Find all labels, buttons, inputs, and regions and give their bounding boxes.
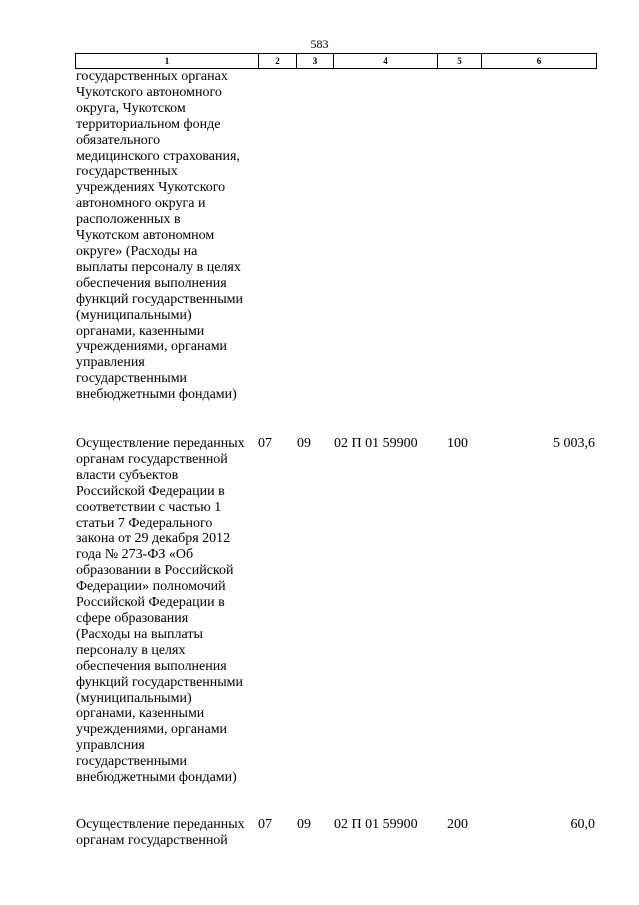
description-line: (муниципальными): [76, 690, 192, 706]
description-line: внебюджетными фондами): [76, 770, 237, 786]
description-line: Российской Федерации в: [76, 483, 225, 499]
description-line: образовании в Российской: [76, 563, 234, 579]
cell-expense-type: 100: [447, 436, 468, 451]
description-line: Осуществление переданных: [76, 436, 245, 451]
description-line: государственными: [76, 754, 188, 770]
description-line: государственных: [76, 164, 178, 180]
description-line: внебюджетными фондами): [76, 387, 237, 403]
description-line: сфере образования: [76, 610, 189, 626]
description-line: статьи 7 Федерального: [76, 515, 213, 531]
cell-target-code: 02 П 01 59900: [334, 436, 418, 451]
column-header-2: 2: [259, 54, 297, 69]
description-line: управлсния: [76, 738, 145, 754]
column-header-4: 4: [334, 54, 438, 69]
description-line: расположенных в: [76, 212, 181, 228]
cell-amount: 5 003,6: [553, 436, 595, 451]
description-line: обеспечения выполнения: [76, 275, 227, 291]
description-line: функций государственными: [76, 674, 244, 690]
cell-amount: 60,0: [570, 817, 595, 832]
page-number: 583: [310, 37, 329, 51]
description-line: власти субъектов: [76, 467, 179, 483]
cell-section: 07: [258, 817, 272, 832]
cell-section: 07: [258, 436, 272, 451]
description-line: закона от 29 декабря 2012: [76, 531, 231, 547]
description-line: (муниципальными): [76, 307, 192, 323]
description-line: учреждениями, органами: [76, 722, 228, 738]
column-header-row: [76, 54, 597, 69]
column-header-3: 3: [297, 54, 334, 69]
description-line: (Расходы на выплаты: [76, 626, 203, 642]
description-line: округе» (Расходы на: [76, 243, 198, 259]
row-description: [76, 817, 266, 849]
description-line: управления: [76, 355, 145, 371]
description-line: государственными: [76, 371, 188, 387]
column-header-1: 1: [76, 54, 259, 69]
row-description: [76, 436, 266, 786]
description-line: выплаты персоналу в целях: [76, 259, 241, 275]
description-line: органами, казенными: [76, 706, 205, 722]
description-line: соответствии с частью 1: [76, 499, 222, 515]
description-line: функций государственными: [76, 291, 244, 307]
description-line: обязательного: [76, 132, 161, 148]
column-header-6: 6: [482, 54, 597, 69]
description-line: Чукотского автономного: [76, 84, 222, 100]
row-description: [76, 69, 266, 403]
cell-expense-type: 200: [447, 817, 468, 832]
description-line: органам государственной: [76, 451, 228, 467]
column-header-5: 5: [438, 54, 482, 69]
description-line: обеспечения выполнения: [76, 658, 227, 674]
description-line: округа, Чукотском: [76, 100, 186, 116]
description-line: Осуществление переданных: [76, 817, 245, 832]
description-line: персоналу в целях: [76, 642, 186, 658]
cell-target-code: 02 П 01 59900: [334, 817, 418, 832]
cell-subsection: 09: [297, 436, 311, 451]
description-line: территориальном фонде: [76, 116, 221, 132]
description-line: медицинского страхования,: [76, 148, 240, 164]
description-line: государственных органах: [76, 69, 228, 84]
description-line: Чукотском автономном: [76, 228, 215, 244]
description-line: органам государственной: [76, 832, 228, 848]
description-line: учреждениях Чукотского: [76, 180, 226, 196]
cell-subsection: 09: [297, 817, 311, 832]
description-line: органами, казенными: [76, 323, 205, 339]
description-line: Российской Федерации в: [76, 595, 225, 611]
description-line: автономного округа и: [76, 196, 206, 212]
description-line: Федерации» полномочий: [76, 579, 226, 595]
description-line: года № 273-ФЗ «Об: [76, 547, 194, 563]
description-line: учреждениями, органами: [76, 339, 228, 355]
column-header-table: [75, 53, 597, 69]
